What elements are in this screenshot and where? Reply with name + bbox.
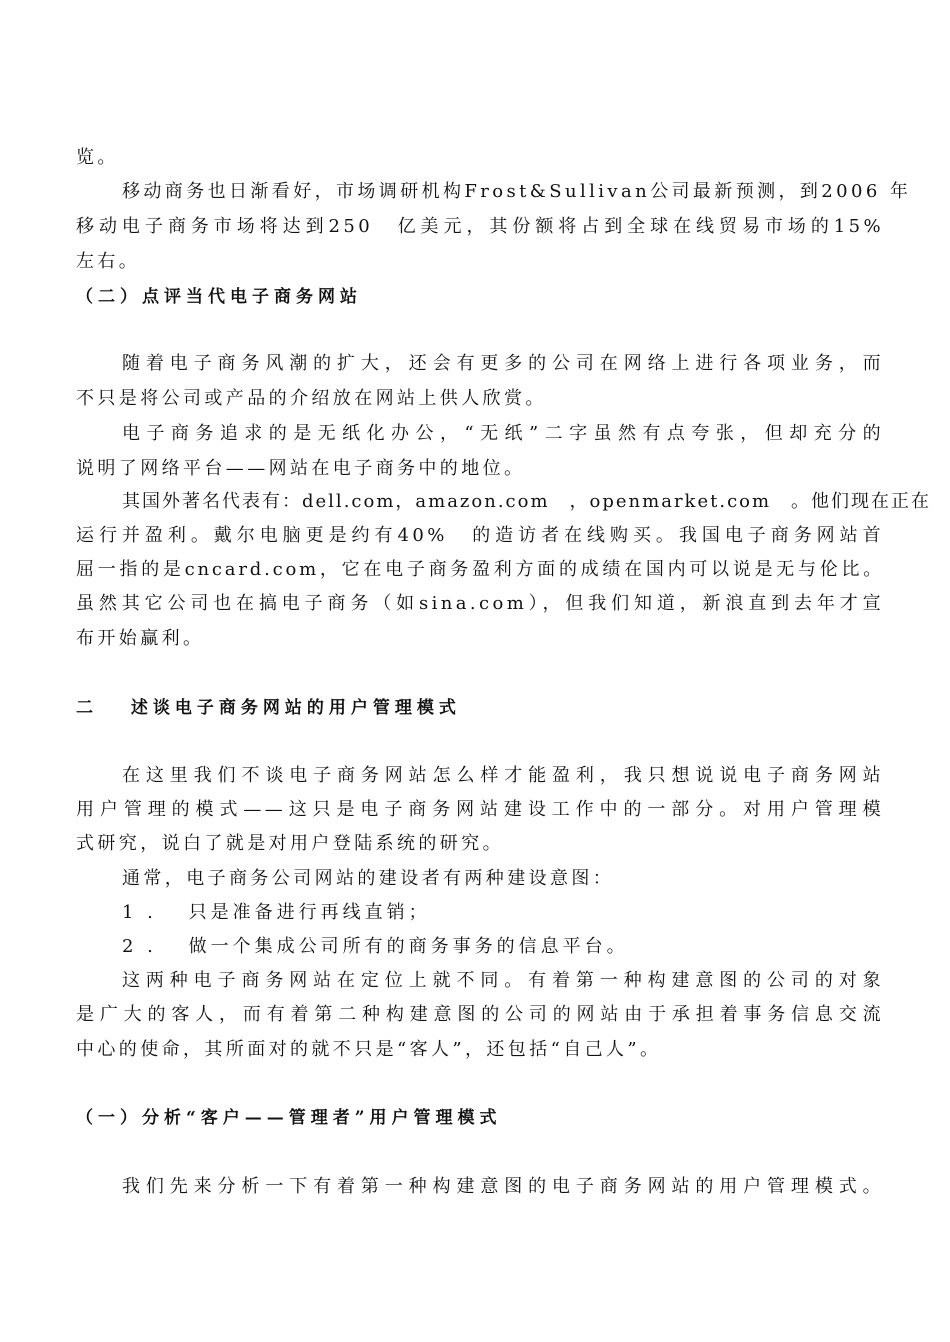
paragraph-line: 在这里我们不谈电子商务网站怎么样才能盈利，我只想说说电子商务网站	[122, 765, 884, 786]
section-heading: （一）分析“客户——管理者”用户管理模式	[76, 1108, 502, 1128]
paragraph-line: 中心的使命，其所面对的就不只是“客人”，还包括“自己人”。	[76, 1039, 662, 1060]
paragraph-line: 随着电子商务风潮的扩大，还会有更多的公司在网络上进行各项业务，而	[122, 353, 884, 374]
paragraph-line: 这两种电子商务网站在定位上就不同。有着第一种构建意图的公司的对象	[122, 970, 884, 991]
paragraph-line: 移动电子商务市场将达到250 亿美元，其份额将占到全球在线贸易市场的15%	[76, 216, 884, 237]
paragraph-line: 通常，电子商务公司网站的建设者有两种建设意图：	[122, 868, 615, 889]
paragraph-line: 运行并盈利。戴尔电脑更是约有40% 的造访者在线购买。我国电子商务网站首	[76, 525, 884, 546]
list-item: 2 . 做一个集成公司所有的商务事务的信息平台。	[122, 936, 629, 957]
list-item: 1 . 只是准备进行再线直销；	[122, 902, 431, 923]
paragraph-line: 用户管理的模式——这只是电子商务网站建设工作中的一部分。对用户管理模	[76, 799, 884, 820]
paragraph-line: 式研究，说白了就是对用户登陆系统的研究。	[76, 833, 504, 854]
paragraph-line: 说明了网络平台——网站在电子商务中的地位。	[76, 458, 526, 479]
paragraph-line: 移动商务也日渐看好，市场调研机构Frost&Sullivan公司最新预测，到2006 年	[122, 181, 912, 202]
paragraph-line: 左右。	[76, 251, 141, 272]
chapter-heading: 二 述谈电子商务网站的用户管理模式	[76, 698, 461, 718]
paragraph-line: 其国外著名代表有：dell.com，amazon.com ，openmarket.com 。他们现在正在	[122, 491, 932, 512]
paragraph-line: 布开始赢利。	[76, 628, 205, 649]
paragraph-line: 虽然其它公司也在搞电子商务（如sina.com），但我们知道，新浪直到去年才宣	[76, 593, 884, 614]
section-heading: （二）点评当代电子商务网站	[76, 287, 362, 307]
paragraph-line: 我们先来分析一下有着第一种构建意图的电子商务网站的用户管理模式。	[122, 1176, 884, 1197]
paragraph-line: 是广大的客人，而有着第二种构建意图的公司的网站由于承担着事务信息交流	[76, 1004, 884, 1025]
paragraph-line: 屈一指的是cncard.com，它在电子商务盈利方面的成绩在国内可以说是无与伦比。	[76, 559, 884, 580]
paragraph-line: 览。	[76, 147, 119, 168]
paragraph-line: 电子商务追求的是无纸化办公，“无纸”二字虽然有点夸张，但却充分的	[122, 423, 884, 444]
paragraph-line: 不只是将公司或产品的介绍放在网站上供人欣赏。	[76, 388, 547, 409]
